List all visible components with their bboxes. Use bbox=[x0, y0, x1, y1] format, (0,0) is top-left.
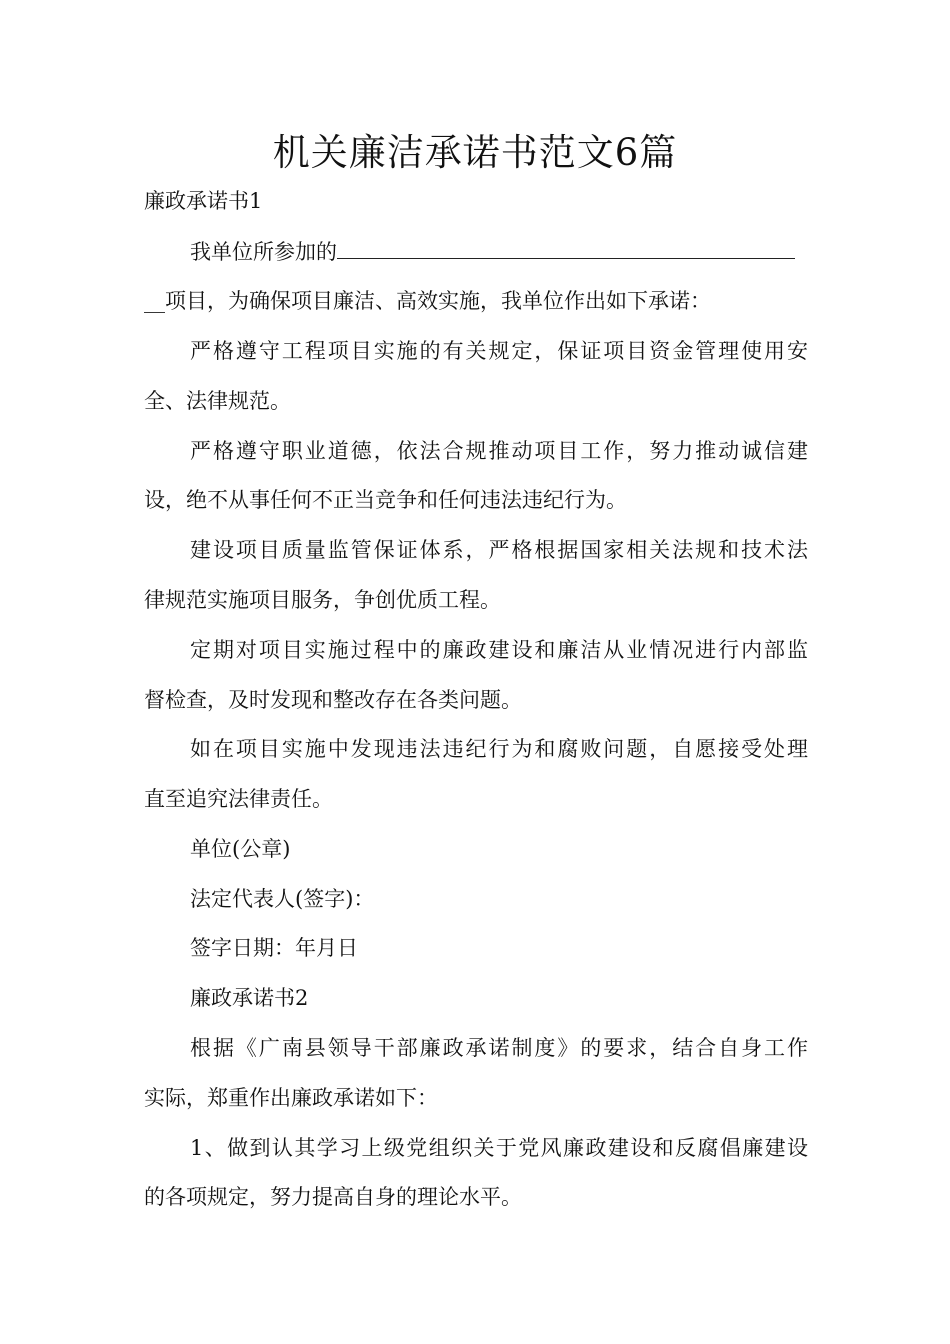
paragraph-line: 设，绝不从事任何不正当竞争和任何违法违纪行为。 bbox=[144, 488, 627, 512]
date-line: 签字日期：年月日 bbox=[190, 936, 358, 960]
paragraph-line: __项目，为确保项目廉洁、高效实施，我单位作出如下承诺： bbox=[144, 289, 711, 313]
fill-in-blank bbox=[337, 236, 795, 259]
seal-line: 单位(公章) bbox=[190, 837, 291, 861]
signature-line: 法定代表人(签字)： bbox=[190, 887, 375, 911]
paragraph-line: 督检查，及时发现和整改存在各类问题。 bbox=[144, 688, 522, 712]
section-heading-1: 廉政承诺书1 bbox=[144, 189, 263, 213]
document-title: 机关廉洁承诺书范文6篇 bbox=[272, 131, 678, 174]
section-heading-2: 廉政承诺书2 bbox=[190, 986, 309, 1010]
paragraph-line: 定期对项目实施过程中的廉政建设和廉洁从业情况进行内部监 bbox=[190, 638, 808, 662]
paragraph-line: 全、法律规范。 bbox=[144, 389, 291, 413]
paragraph-line: 直至追究法律责任。 bbox=[144, 787, 333, 811]
paragraph-line: 根据《广南县领导干部廉政承诺制度》的要求，结合自身工作 bbox=[190, 1036, 808, 1060]
paragraph-text: 我单位所参加的 bbox=[190, 240, 337, 265]
paragraph-line: 严格遵守工程项目实施的有关规定，保证项目资金管理使用安 bbox=[190, 339, 808, 363]
paragraph-line bbox=[190, 236, 808, 267]
paragraph-line: 实际，郑重作出廉政承诺如下： bbox=[144, 1086, 438, 1110]
paragraph-line: 如在项目实施中发现违法违纪行为和腐败问题，自愿接受处理 bbox=[190, 737, 808, 761]
paragraph-line: 严格遵守职业道德，依法合规推动项目工作，努力推动诚信建 bbox=[190, 439, 808, 463]
paragraph-line: 建设项目质量监管保证体系，严格根据国家相关法规和技术法 bbox=[190, 538, 808, 562]
paragraph-line: 1、做到认其学习上级党组织关于党风廉政建设和反腐倡廉建设 bbox=[190, 1136, 808, 1160]
paragraph-line: 的各项规定，努力提高自身的理论水平。 bbox=[144, 1185, 522, 1209]
paragraph-line: 律规范实施项目服务，争创优质工程。 bbox=[144, 588, 501, 612]
